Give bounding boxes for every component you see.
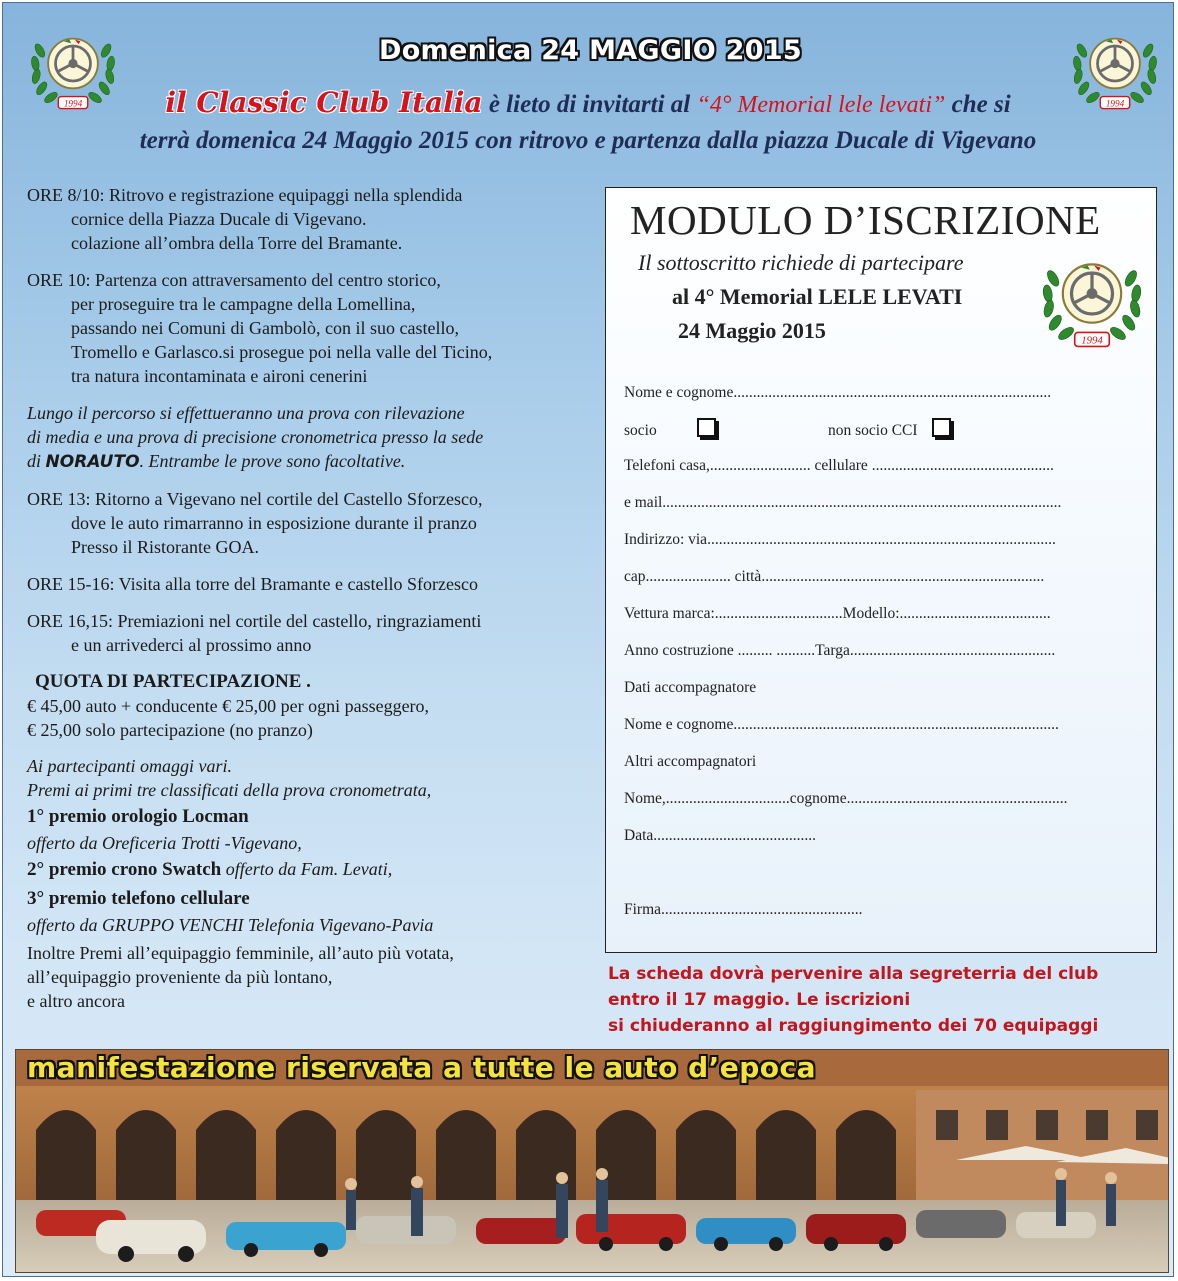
program-item-ore-16: ORE 16,15: Premiazioni nel cortile del castello, ringraziamenti e un arrivederci al prossimo anno — [27, 611, 482, 655]
intro-line-1 — [13, 85, 1163, 123]
memorial-name: “4° Memorial lele levati” — [696, 92, 946, 118]
field-nome-cognome-accompagnatore[interactable]: Nome e cognome.................................................................................... — [624, 716, 1059, 733]
field-firma[interactable]: Firma.................................................... — [624, 901, 863, 918]
intro-mid-text: è lieto di invitarti al — [482, 91, 697, 118]
prize-2: 2° premio crono Swatch — [27, 859, 222, 880]
field-telefoni[interactable]: Telefoni casa,.......................... cellulare ............................................... — [624, 457, 1054, 474]
norauto-name: NORAUTO — [45, 452, 140, 472]
field-vettura[interactable]: Vettura marca:.................................Modello:....................................... — [624, 605, 1051, 622]
field-indirizzo[interactable]: Indirizzo: via.......................................................................................... — [624, 531, 1056, 548]
prize-2-line — [27, 855, 602, 884]
program-item-ore-13: ORE 13: Ritorno a Vigevano nel cortile del Castello Sforzesco, dove le auto rimarranno in esposizione durante il pranzo Presso il Ristorante GOA. — [27, 489, 483, 557]
field-data[interactable]: Data.......................................... — [624, 827, 817, 844]
invitation-intro — [13, 85, 1163, 159]
banner-text: manifestazione riservata a tutte le auto d’epoca — [27, 1051, 817, 1084]
prize-1: 1° premio orologio Locman — [27, 806, 249, 827]
field-anno-targa[interactable]: Anno costruzione ......... ..........Targa..................................................... — [624, 642, 1056, 659]
club-name: il Classic Club Italia — [165, 86, 483, 119]
intro-line-2: terrà domenica 24 Maggio 2015 con ritrovo e partenza dalla piazza Ducale di Vigevano — [139, 127, 1037, 154]
form-club-logo-icon — [1038, 246, 1146, 354]
field-email[interactable]: e mail....................................................................................................... — [624, 494, 1062, 511]
prize-1-sponsor: offerto da Oreficeria Trotti -Vigevano, — [27, 833, 302, 853]
program-item-ore-8: ORE 8/10: Ritrovo e registrazione equipaggi nella splendida cornice della Piazza Ducale di Vigevano. colazione all’ombra della Torre del Bramante. — [27, 185, 463, 253]
quota-line-1: € 45,00 auto + conducente € 25,00 per ogni passeggero, — [27, 696, 430, 716]
non-socio-checkbox[interactable] — [932, 418, 951, 437]
deadline-notice: La scheda dovrà pervenire alla segreterria del club entro il 17 maggio. Le iscrizioni si chiuderanno al raggiungimento dei 70 equipaggi — [608, 964, 1099, 1036]
prizes-intro-1: Ai partecipanti omaggi vari. — [27, 756, 232, 776]
prizes-intro-2: Premi ai primi tre classificati della prova cronometrata, — [27, 780, 432, 800]
field-nome-cognome-altri[interactable]: Nome,................................cognome......................................................... — [624, 790, 1068, 807]
event-program — [27, 183, 602, 1013]
program-item-ore-15: ORE 15-16: Visita alla torre del Bramante e castello Sforzesco — [27, 574, 478, 594]
socio-checkbox[interactable] — [697, 418, 716, 437]
field-non-socio: non socio CCI — [828, 418, 1028, 440]
prize-3-sponsor: offerto da GRUPPO VENCHI Telefonia Vigevano-Pavia — [27, 915, 434, 935]
extra-prizes-1: Inoltre Premi all’equipaggio femminile, all’auto più votata, — [27, 943, 454, 963]
registration-form — [605, 187, 1157, 953]
form-title: MODULO D’ISCRIZIONE — [630, 197, 1101, 243]
field-altri-accompagnatori: Altri accompagnatori — [624, 753, 757, 770]
quota-title: QUOTA DI PARTECIPAZIONE . — [35, 671, 311, 692]
form-event-date: 24 Maggio 2015 — [678, 318, 826, 343]
intro-end-text: che si — [945, 91, 1011, 118]
svg-text:1994: 1994 — [1081, 334, 1103, 347]
invitation-sheet — [2, 2, 1174, 1277]
form-subtitle: Il sottoscritto richiede di partecipare — [638, 250, 964, 275]
event-date-title: Domenica 24 MAGGIO 2015 — [378, 35, 802, 66]
laurel-emblem-icon — [1038, 246, 1146, 354]
quota-line-2: € 25,00 solo partecipazione (no pranzo) — [27, 720, 313, 740]
prize-2-sponsor: offerto da Fam. Levati, — [221, 859, 393, 879]
field-nome-cognome[interactable]: Nome e cognome.................................................................................. — [624, 384, 1052, 401]
field-socio: socio — [624, 418, 834, 440]
prize-3: 3° premio telefono cellulare — [27, 888, 250, 909]
field-dati-accompagnatore: Dati accompagnatore — [624, 679, 757, 696]
program-item-ore-10: ORE 10: Partenza con attraversamento del centro storico, per proseguire tra le campagne della Lomellina, passando nei Comuni di Gambolò, con il suo castello, Tromello e Garlasco.si prosegue poi nella valle del Ticino, tra natura incontaminata e aironi cenerini — [27, 270, 493, 386]
extra-prizes-2: all’equipaggio proveniente da più lontano, — [27, 967, 333, 987]
field-cap-citta[interactable]: cap...................... città......................................................................... — [624, 568, 1045, 585]
svg-text:1994: 1994 — [1105, 98, 1125, 109]
program-trials-note: Lungo il percorso si effettueranno una prova con rilevazione di media e una prova di precisione cronometrica presso la sede di NORAUTO. Entrambe le prove sono facoltative. — [27, 403, 484, 472]
svg-text:1994: 1994 — [63, 98, 83, 109]
form-event-name: al 4° Memorial LELE LEVATI — [672, 284, 963, 309]
extra-prizes-3: e altro ancora — [27, 991, 125, 1011]
